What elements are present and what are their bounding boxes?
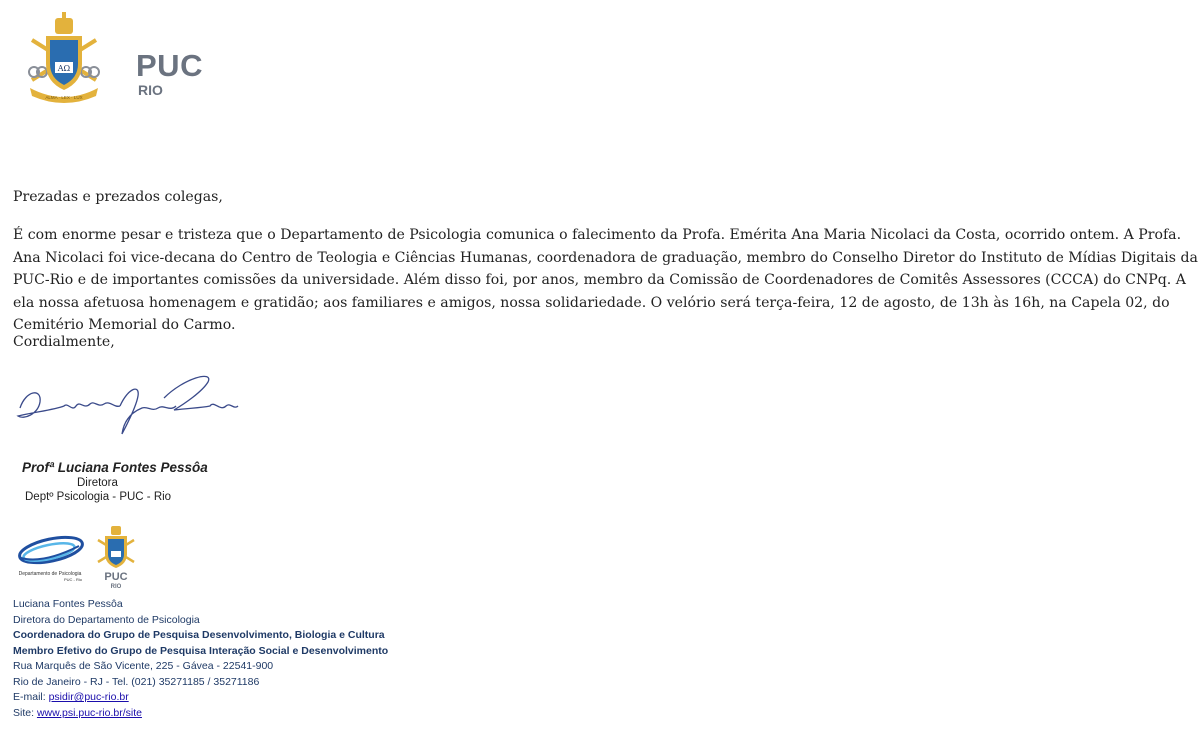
puc-rio-logo [24, 10, 203, 105]
footer-group1: Coordenadora do Grupo de Pesquisa Desenvolvimento, Biologia e Cultura [13, 629, 385, 641]
dept-logo-line2: PUC - Rio [63, 577, 83, 582]
small-logo-subtitle: RIO [110, 584, 122, 590]
footer-name: Luciana Fontes Pessôa [13, 598, 123, 610]
svg-text:AΩ: AΩ [57, 64, 71, 73]
email-paragraph: É com enorme pesar e tristeza que o Departamento de Psicologia comunica o falecimento da Profa. Emérita Ana Maria Nicolaci da Costa, ocorrido ontem. A Profa. Ana Nicolaci foi vice-decana do Centro de Teologia e Ciências Humanas, coordenadora de graduação, membro do Conselho Diretor do Instituto de Mídias Digitais da PUC-Rio e de importantes comissões da universidade. Além disso foi, por anos, membro da Comissão de Coordenadores de Comitês Assessores (CCCA) do CNPq. A ela nossa afetuosa homenagem e gratidão; aos familiares e amigos, nossa solidariedade. O velório será terça-feira, 12 de agosto, de 13h às 16h, na Capela 02, do Cemitério Memorial do Carmo. [13, 227, 1198, 333]
psychology-dept-logo [13, 528, 88, 584]
email-closing: Cordialmente, [13, 334, 115, 350]
signature-dept: Deptº Psicologia - PUC - Rio [25, 491, 172, 503]
footer-site-label: Site: [13, 706, 37, 719]
footer-email-label: E-mail: [13, 691, 49, 703]
logo-title: PUC [136, 48, 203, 83]
logo-motto: ALMA · LEX · LUX [45, 95, 83, 100]
footer-email-line [13, 690, 388, 706]
email-footer [13, 597, 388, 721]
logo-subtitle: RIO [138, 82, 163, 98]
footer-site-line [13, 706, 388, 722]
small-logo-title: PUC [104, 571, 128, 583]
signature-block [22, 459, 208, 505]
footer-group2: Membro Efetivo do Grupo de Pesquisa Interação Social e Desenvolvimento [13, 644, 389, 657]
footer-site-link[interactable]: www.psi.puc-rio.br/site [36, 706, 142, 719]
dept-logo-line1: Departamento de Psicologia [18, 571, 82, 577]
footer-city: Rio de Janeiro - RJ - Tel. (021) 35271185 / 35271186 [13, 675, 260, 688]
handwritten-signature [14, 368, 244, 440]
signature-name: Profª Luciana Fontes Pessôa [22, 460, 208, 475]
footer-title: Diretora do Departamento de Psicologia [13, 613, 200, 626]
small-puc-logo [94, 524, 138, 590]
footer-email-link[interactable]: psidir@puc-rio.br [48, 691, 129, 703]
email-greeting: Prezadas e prezados colegas, [13, 189, 223, 205]
signature-role: Diretora [77, 477, 118, 489]
footer-address: Rua Marquês de São Vicente, 225 - Gávea - 22541-900 [13, 660, 274, 672]
